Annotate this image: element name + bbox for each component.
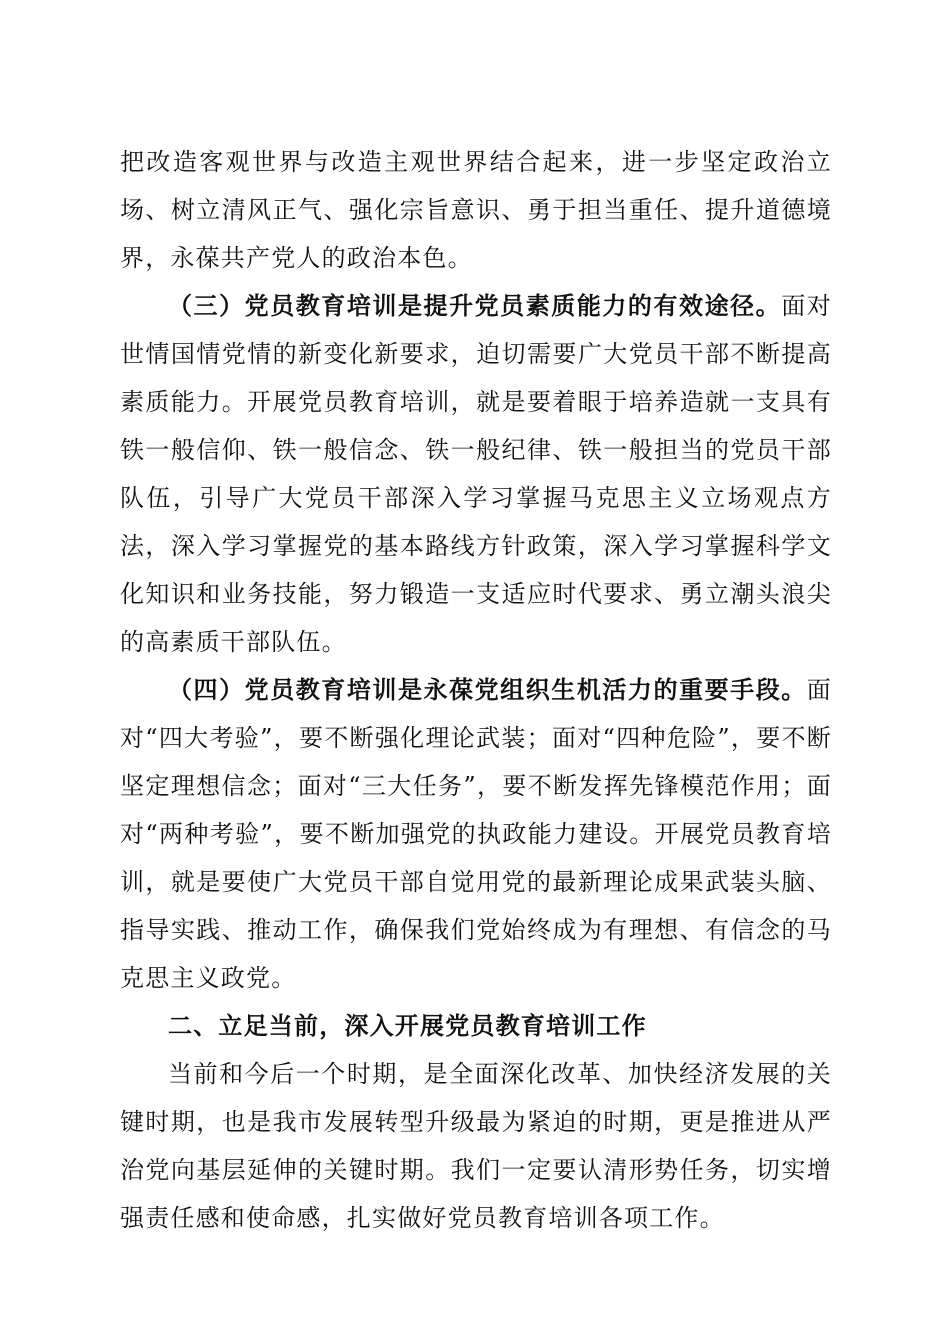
current-period-paragraph: 当前和今后一个时期，是全面深化改革、加快经济发展的关键时期，也是我市发展转型升级最为紧迫的时期，更是推进从严治党向基层延伸的关键时期。我们一定要认清形势任务，切实增强责任感和使命感，扎实做好党员教育培训各项工作。: [120, 1060, 832, 1232]
document-page: [120, 138, 832, 1242]
heading-two: 二、立足当前，深入开展党员教育培训工作: [168, 1012, 647, 1040]
continuation-paragraph: 把改造客观世界与改造主观世界结合起来，进一步坚定政治立场、树立清风正气、强化宗旨意识、勇于担当重任、提升道德境界，永葆共产党人的政治本色。: [120, 148, 832, 272]
section-four-body: 面对“四大考验”，要不断强化理论武装；面对“四种危险”，要不断坚定理想信念；面对“三大任务”，要不断发挥先锋模范作用；面对“两种考验”，要不断加强党的执政能力建设。开展党员教育培训，就是要使广大党员干部自觉用党的最新理论成果武装头脑、指导实践、推动工作，确保我们党始终成为有理想、有信念的马克思主义政党。: [120, 676, 832, 992]
section-three-paragraph: [120, 282, 832, 666]
section-three-body: 面对世情国情党情的新变化新要求，迫切需要广大党员干部不断提高素质能力。开展党员教育培训，就是要着眼于培养造就一支具有铁一般信仰、铁一般信念、铁一般纪律、铁一般担当的党员干部队伍，引导广大党员干部深入学习掌握马克思主义立场观点方法，深入学习掌握党的基本路线方针政策，深入学习掌握科学文化知识和业务技能，努力锻造一支适应时代要求、勇立潮头浪尖的高素质干部队伍。: [120, 292, 832, 656]
section-four-lead: （四）党员教育培训是永葆党组织生机活力的重要手段。: [168, 676, 807, 704]
section-three-lead: （三）党员教育培训是提升党员素质能力的有效途径。: [168, 292, 782, 320]
section-four-paragraph: [120, 666, 832, 1002]
